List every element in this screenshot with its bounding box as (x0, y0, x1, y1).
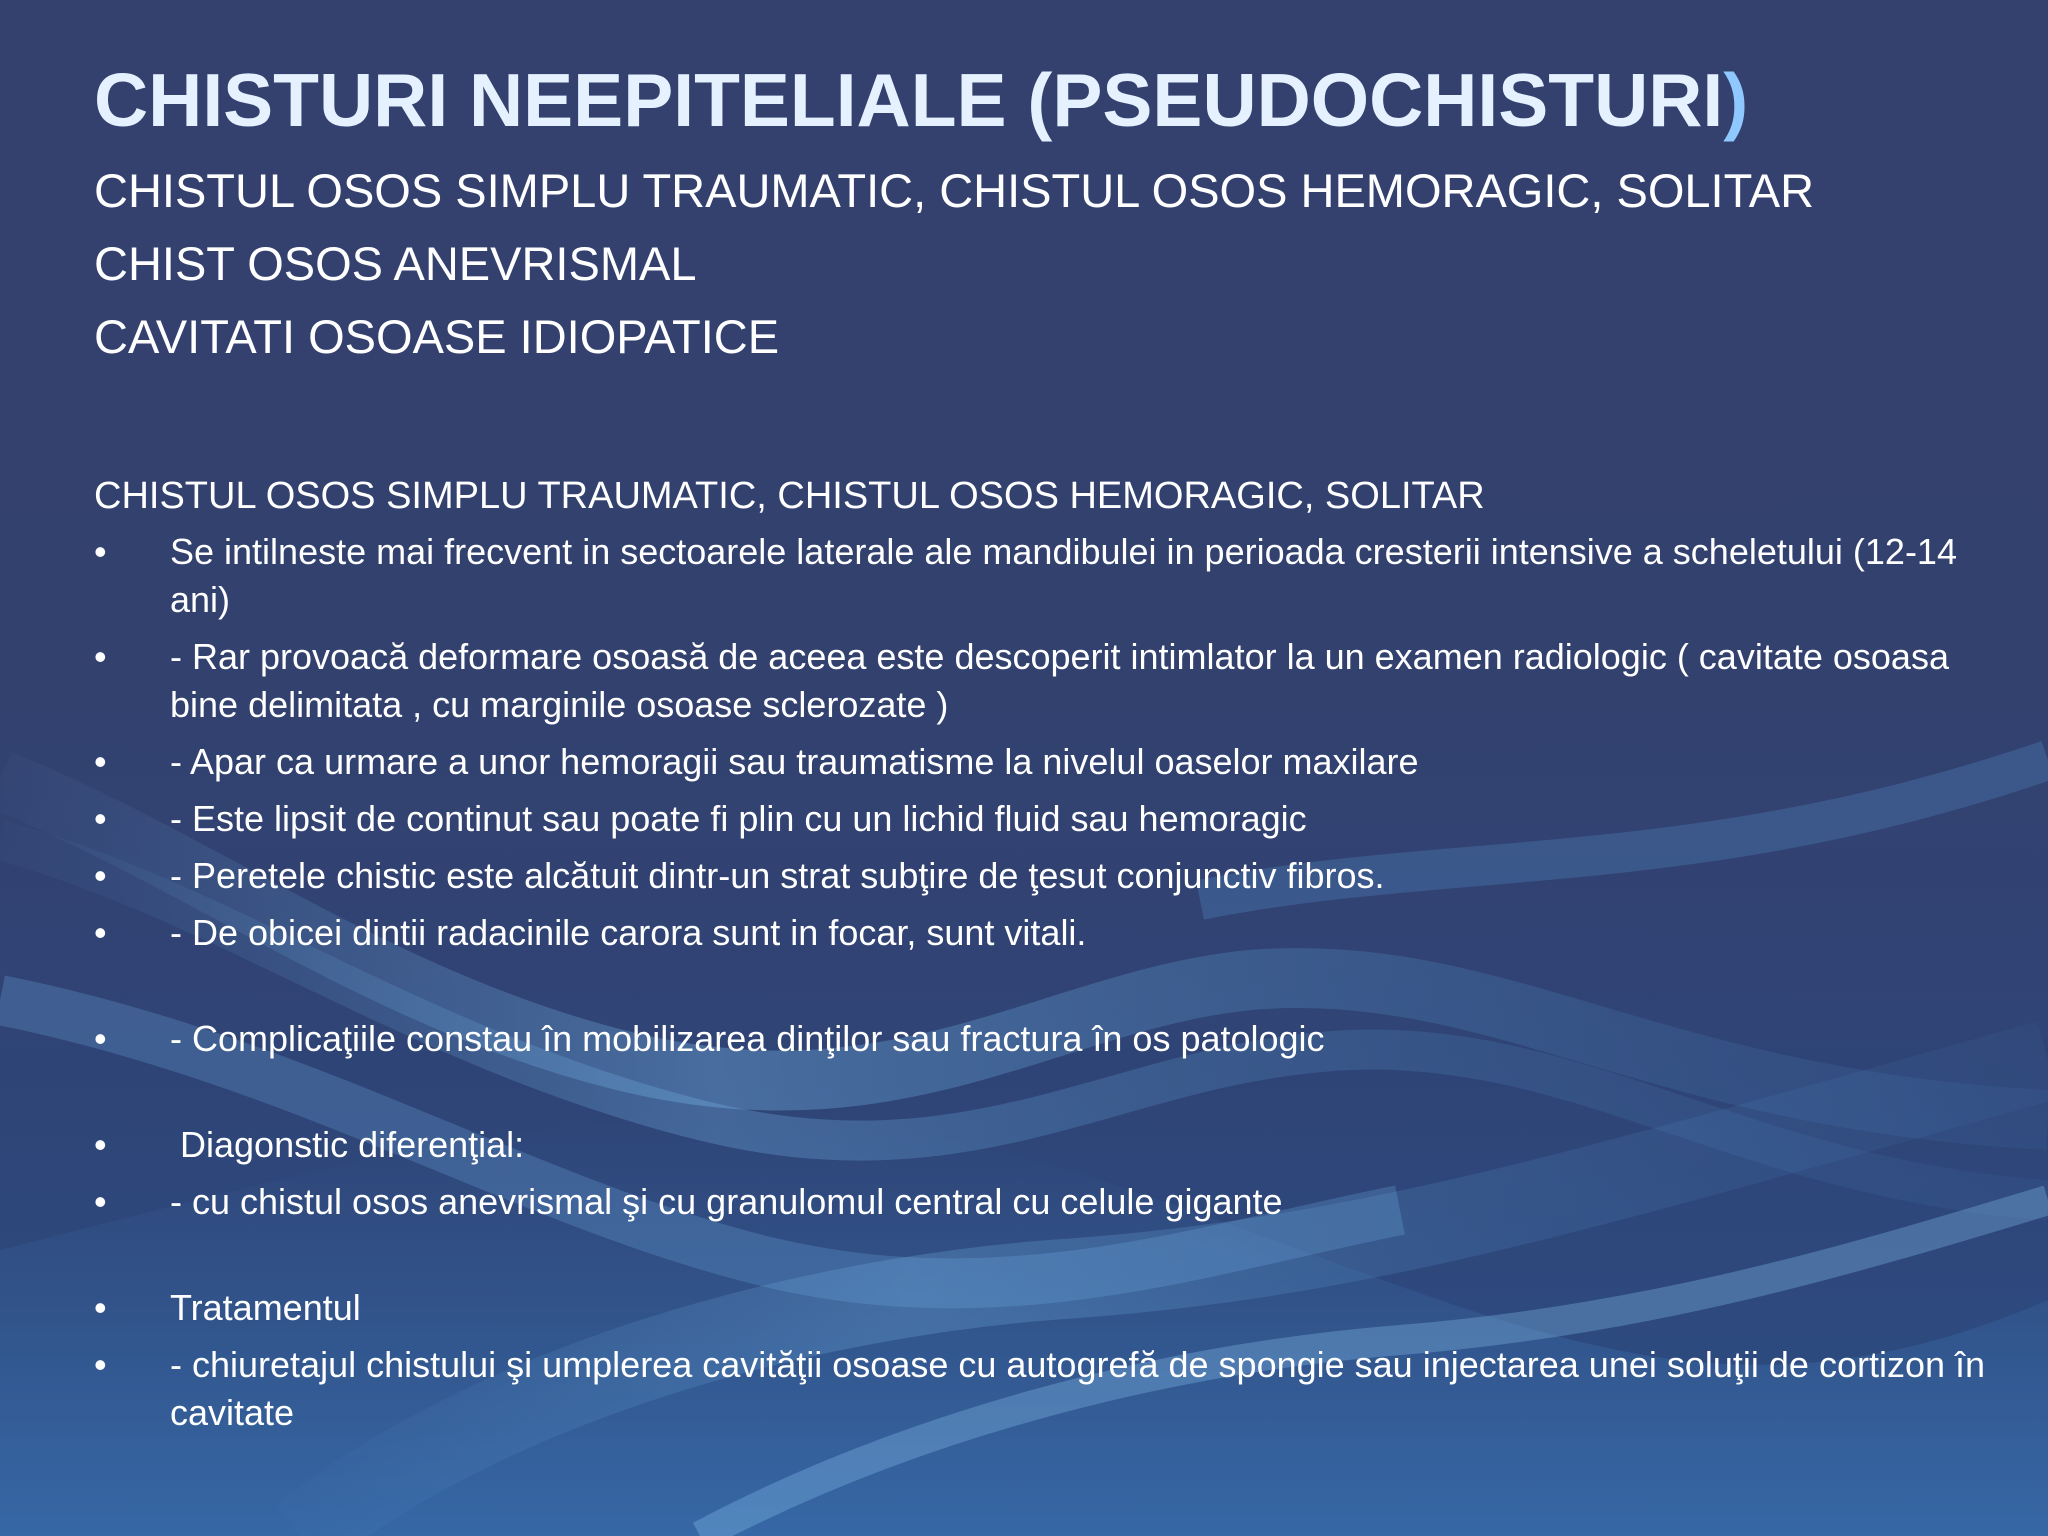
bullet-item (94, 1015, 2014, 1063)
bullet-marker: • (94, 1181, 107, 1222)
subtitle-list (94, 154, 1814, 373)
section-heading: CHISTUL OSOS SIMPLU TRAUMATIC, CHISTUL OSOS HEMORAGIC, SOLITAR (94, 475, 1485, 517)
bullet-marker: • (94, 912, 107, 953)
bullet-text: - De obicei dintii radacinile carora sunt in focar, sunt vitali. (170, 912, 1087, 953)
bullet-item (94, 633, 2014, 729)
subtitle-item: CAVITATI OSOASE IDIOPATICE (94, 310, 780, 363)
bullet-item (94, 738, 2014, 786)
subtitle-item: CHISTUL OSOS SIMPLU TRAUMATIC, CHISTUL OSOS HEMORAGIC, SOLITAR (94, 164, 1815, 217)
bullet-list (94, 528, 2014, 1446)
bullet-text: - Rar provoacă deformare osoasă de aceea este descoperit intimlator la un examen radiologic ( cavitate osoasa bine delimitata , cu marginile osoase sclerozate ) (170, 636, 1949, 725)
bullet-item (94, 852, 2014, 900)
bullet-item (94, 1178, 2014, 1226)
bullet-item (94, 1121, 2014, 1169)
bullet-marker: • (94, 1124, 107, 1165)
bullet-marker: • (94, 531, 107, 572)
bullet-marker: • (94, 1287, 107, 1328)
bullet-text: - Este lipsit de continut sau poate fi plin cu un lichid fluid sau hemoragic (170, 798, 1307, 839)
bullet-marker: • (94, 1018, 107, 1059)
bullet-text: - Apar ca urmare a unor hemoragii sau traumatisme la nivelul oaselor maxilare (170, 741, 1419, 782)
bullet-item (94, 1284, 2014, 1332)
bullet-text: - Complicaţiile constau în mobilizarea dinţilor sau fractura în os patologic (170, 1018, 1325, 1059)
bullet-text: - cu chistul osos anevrismal şi cu granulomul central cu celule gigante (170, 1181, 1283, 1222)
bullet-text: Se intilneste mai frecvent in sectoarele laterale ale mandibulei in perioada cresterii intensive a scheletului (12-14 ani) (170, 531, 1957, 620)
bullet-text: Tratamentul (170, 1287, 361, 1328)
bullet-item (94, 909, 2014, 957)
bullet-text: Diagonstic diferenţial: (170, 1124, 525, 1165)
slide-title-text: CHISTURI NEEPITELIALE (PSEUDOCHISTURI (94, 58, 1724, 142)
slide-title (94, 55, 1748, 145)
subtitle-item: CHIST OSOS ANEVRISMAL (94, 237, 697, 290)
bullet-item (94, 795, 2014, 843)
bullet-text: - chiuretajul chistului şi umplerea cavităţii osoase cu autogrefă de spongie sau injectarea unei soluţii de cortizon în cavitate (170, 1344, 1986, 1433)
bullet-marker: • (94, 741, 107, 782)
bullet-text: - Peretele chistic este alcătuit dintr-un strat subţire de ţesut conjunctiv fibros. (170, 855, 1385, 896)
slide-title-close-paren: ) (1723, 58, 1749, 142)
bullet-item (94, 1341, 2014, 1437)
bullet-marker: • (94, 1344, 107, 1385)
bullet-marker: • (94, 636, 107, 677)
bullet-marker: • (94, 855, 107, 896)
bullet-item (94, 528, 2014, 624)
bullet-marker: • (94, 798, 107, 839)
